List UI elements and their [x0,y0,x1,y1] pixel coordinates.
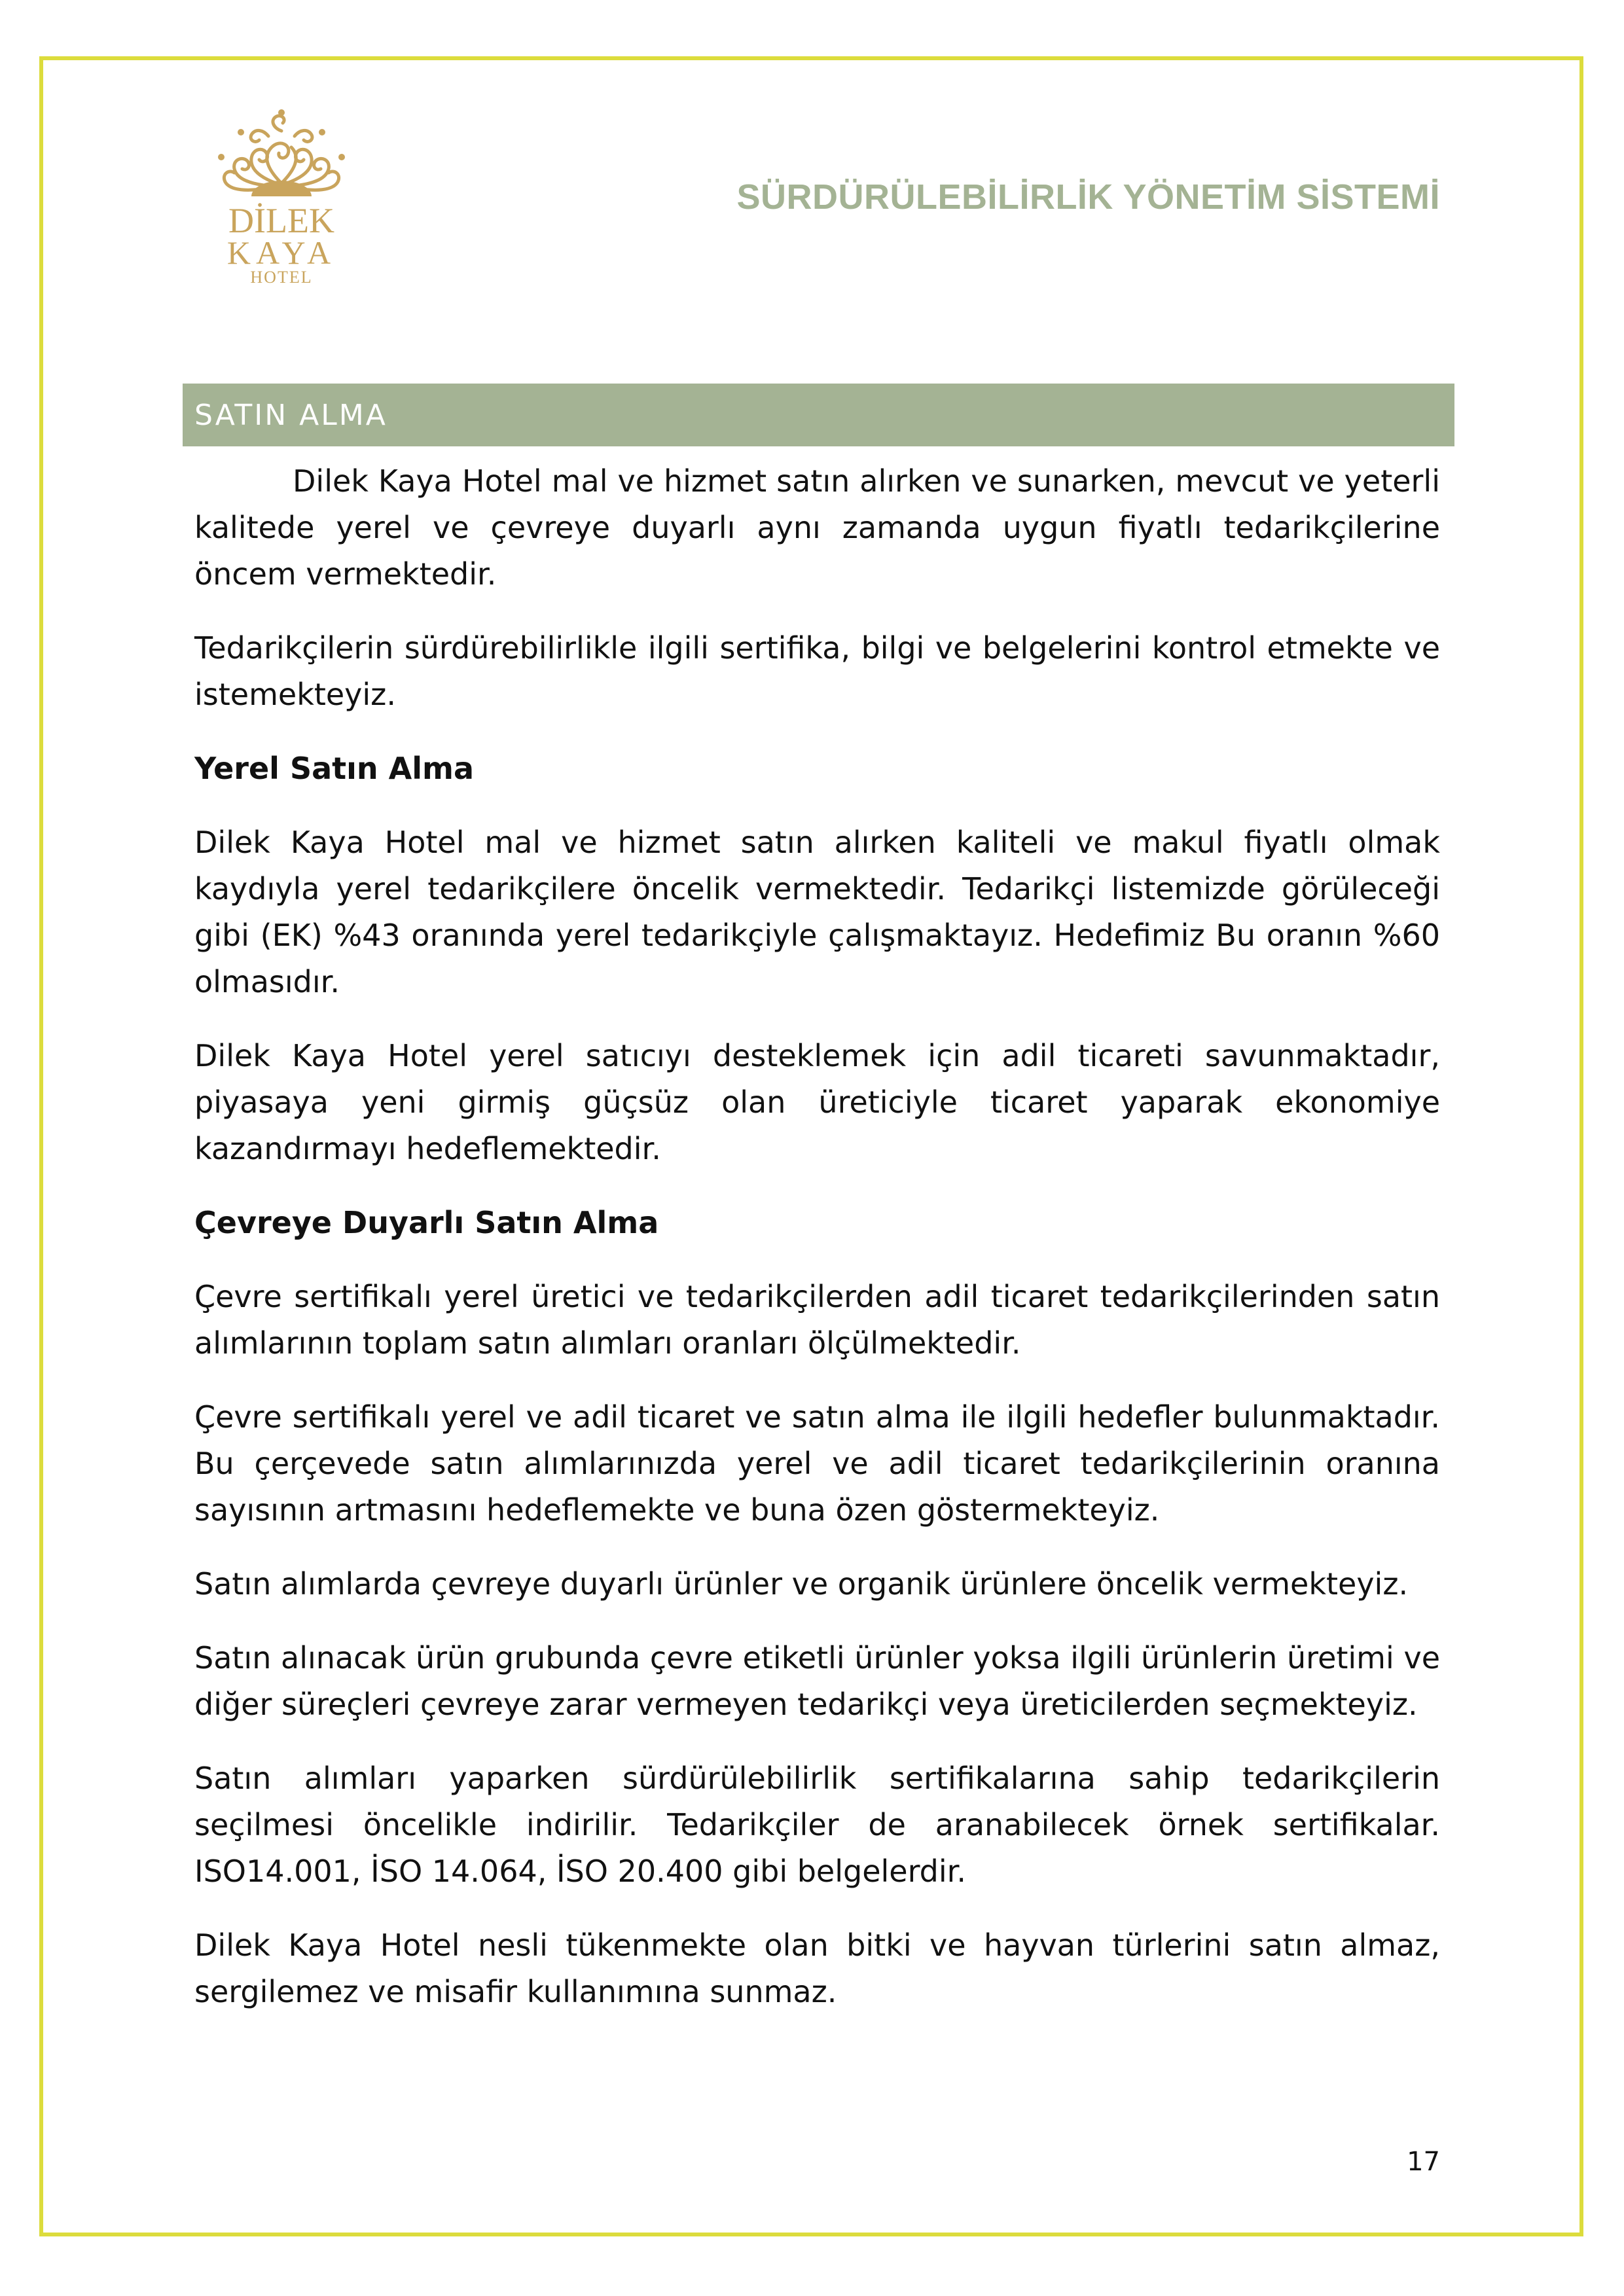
document-body [194,458,1440,2043]
paragraph: Satın alınacak ürün grubunda çevre etiketli ürünler yoksa ilgili ürünlerin üretimi ve diğer süreçleri çevreye zarar vermeyen tedarikçi veya üreticilerden seçmekteyiz. [194,1640,1440,1722]
paragraph: Tedarikçilerin sürdürebilirlikle ilgili sertifika, bilgi ve belgelerini kontrol etmekte ve istemekteyiz. [194,630,1440,712]
section-title-bar [183,384,1454,446]
page-number: 17 [1407,2147,1440,2177]
paragraph: Çevre sertifikalı yerel üretici ve tedarikçilerden adil ticaret tedarikçilerinden satın alımlarının toplam satın alımları oranları ölçülmektedir. [194,1279,1440,1361]
subheading-eco-purchasing: Çevreye Duyarlı Satın Alma [194,1205,659,1240]
logo-text-line2: KAYA [226,234,336,271]
paragraph: Çevre sertifikalı yerel ve adil ticaret ve satın alma ile ilgili hedefler bulunmaktadır. Bu çerçevede satın alımlarınızda yerel ve adil ticaret tedarikçilerinin oranına sayısının artmasını hedeflemekte ve buna özen göstermekteyiz. [194,1399,1440,1528]
logo-text-line1: DİLEK [228,201,334,240]
paragraph: Dilek Kaya Hotel mal ve hizmet satın alırken kaliteli ve makul fiyatlı olmak kaydıyla yerel tedarikçilere öncelik vermektedir. Tedarikçi listemizde görüleceği gibi (EK) %43 oranında yerel tedarikçiyle çalışmaktayız. Hedefimiz Bu oranın %60 olmasıdır. [194,825,1440,999]
document-header-title: SÜRDÜRÜLEBİLİRLİK YÖNETİM SİSTEMİ [736,177,1440,217]
paragraph: Dilek Kaya Hotel yerel satıcıyı desteklemek için adil ticareti savunmaktadır, piyasaya yeni girmiş güçsüz olan üreticiyle ticaret yaparak ekonomiye kazandırmayı hedeflemektedir. [194,1038,1440,1166]
logo-text-line3: HOTEL [250,268,313,287]
hotel-logo [196,105,367,288]
paragraph: Satın alımlarda çevreye duyarlı ürünler ve organik ürünlere öncelik vermekteyiz. [194,1566,1409,1602]
paragraph: Dilek Kaya Hotel mal ve hizmet satın alırken ve sunarken, mevcut ve yeterli kalitede yerel ve çevreye duyarlı aynı zamanda uygun fiyatlı tedarikçilerine öncem vermektedir. [194,463,1440,592]
subheading-local-purchasing: Yerel Satın Alma [194,751,474,786]
section-title: SATIN ALMA [194,398,388,432]
paragraph: Satın alımları yaparken sürdürülebilirlik sertifikalarına sahip tedarikçilerin seçilmesi öncelikle indirilir. Tedarikçiler de aranabilecek örnek sertifikalar. ISO14.001, İSO 14.064, İSO 20.400 gibi belgelerdir. [194,1761,1440,1889]
paragraph: Dilek Kaya Hotel nesli tükenmekte olan bitki ve hayvan türlerini satın almaz, sergilemez ve misafir kullanımına sunmaz. [194,1928,1440,2009]
